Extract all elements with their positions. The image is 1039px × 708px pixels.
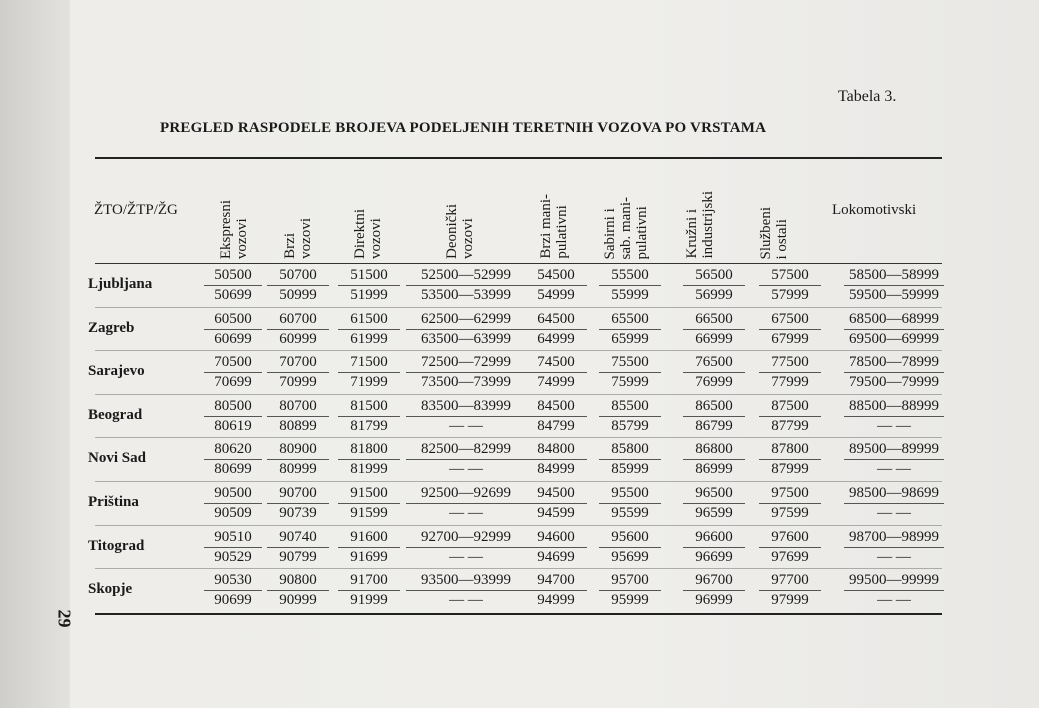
header-ekspresni: Ekspresni vozovi <box>218 199 250 259</box>
table-cell <box>844 397 944 436</box>
table-cell <box>406 528 526 567</box>
table-cell <box>599 440 661 479</box>
table-cell <box>406 440 526 479</box>
header-region: ŽTO/ŽTP/ŽG <box>94 202 178 218</box>
cell-start-value: 93500—93999 <box>406 571 526 591</box>
cell-start-value: 90800 <box>267 571 329 591</box>
cell-start-value: 97700 <box>759 571 821 591</box>
cell-start-value: 67500 <box>759 310 821 330</box>
cell-end-value: 70999 <box>279 374 317 391</box>
header-brzi: Brzi vozovi <box>282 218 314 259</box>
cell-end-value: 86799 <box>695 417 733 434</box>
cell-end-value: 55999 <box>611 287 649 303</box>
cell-start-value: 96600 <box>683 528 745 548</box>
cell-start-value: 71500 <box>338 353 400 373</box>
cell-start-value: 97500 <box>759 484 821 504</box>
table-cell <box>267 571 329 610</box>
row-separator <box>95 568 942 569</box>
cell-end-value: 65999 <box>611 330 649 347</box>
table-cell <box>204 310 262 349</box>
table-cell <box>338 571 400 610</box>
cell-end-value: — — <box>877 592 911 609</box>
table-cell <box>599 310 661 349</box>
cell-end-value: 53500—53999 <box>421 287 511 303</box>
page-gutter <box>0 0 70 708</box>
cell-start-value: 60500 <box>204 310 262 330</box>
cell-end-value: 59500—59999 <box>849 287 939 303</box>
table-cell <box>683 353 745 392</box>
cell-start-value: 87500 <box>759 397 821 417</box>
cell-end-value: 85999 <box>611 461 649 478</box>
table-cell <box>525 397 587 436</box>
cell-start-value: 81500 <box>338 397 400 417</box>
cell-start-value: 91600 <box>338 528 400 548</box>
header-rule <box>95 263 942 264</box>
table-cell <box>683 484 745 523</box>
table-cell <box>525 266 587 305</box>
cell-end-value: 87999 <box>771 461 809 478</box>
cell-end-value: 87799 <box>771 417 809 434</box>
cell-start-value: 60700 <box>267 310 329 330</box>
cell-start-value: 90530 <box>204 571 262 591</box>
table-cell <box>338 440 400 479</box>
row-city: Ljubljana <box>88 276 153 292</box>
table-cell <box>844 571 944 610</box>
row-separator <box>95 307 942 308</box>
cell-start-value: 99500—99999 <box>844 571 944 591</box>
cell-start-value: 97600 <box>759 528 821 548</box>
cell-start-value: 86500 <box>683 397 745 417</box>
header-deonicki: Deonički vozovi <box>444 204 476 259</box>
cell-start-value: 90740 <box>267 528 329 548</box>
cell-start-value: 84500 <box>525 397 587 417</box>
cell-start-value: 84800 <box>525 440 587 460</box>
cell-end-value: 91599 <box>350 505 388 521</box>
row-separator <box>95 394 942 395</box>
cell-start-value: 95600 <box>599 528 661 548</box>
table-cell <box>338 397 400 436</box>
cell-end-value: 96999 <box>695 592 733 609</box>
cell-start-value: 86800 <box>683 440 745 460</box>
cell-end-value: 97699 <box>771 548 809 565</box>
cell-end-value: 66999 <box>695 330 733 347</box>
cell-end-value: 57999 <box>771 287 809 303</box>
table-cell <box>759 571 821 610</box>
table-cell <box>525 440 587 479</box>
cell-start-value: 52500—52999 <box>406 266 526 286</box>
row-separator <box>95 525 942 526</box>
table-cell <box>525 353 587 392</box>
cell-start-value: 94500 <box>525 484 587 504</box>
cell-end-value: 50999 <box>279 287 317 303</box>
cell-start-value: 81800 <box>338 440 400 460</box>
table-cell <box>406 310 526 349</box>
table-cell <box>267 484 329 523</box>
table-bottom-rule <box>95 613 942 615</box>
cell-end-value: 69500—69999 <box>849 330 939 347</box>
cell-start-value: 94700 <box>525 571 587 591</box>
table-cell <box>204 397 262 436</box>
row-city: Skopje <box>88 581 133 598</box>
table-cell <box>338 484 400 523</box>
table-cell <box>599 266 661 305</box>
table-cell <box>759 528 821 567</box>
cell-start-value: 95700 <box>599 571 661 591</box>
cell-start-value: 90500 <box>204 484 262 504</box>
cell-end-value: 94599 <box>537 505 575 521</box>
cell-start-value: 90700 <box>267 484 329 504</box>
cell-start-value: 80700 <box>267 397 329 417</box>
cell-end-value: 80899 <box>279 417 317 434</box>
table-cell <box>525 528 587 567</box>
table-cell <box>338 310 400 349</box>
cell-end-value: 90529 <box>214 548 252 565</box>
table-cell <box>759 266 821 305</box>
cell-end-value: 80999 <box>279 461 317 478</box>
cell-start-value: 90510 <box>204 528 262 548</box>
table-cell <box>204 266 262 305</box>
table-cell <box>683 310 745 349</box>
table-cell <box>267 353 329 392</box>
cell-start-value: 91700 <box>338 571 400 591</box>
cell-end-value: 77999 <box>771 374 809 391</box>
cell-end-value: 61999 <box>350 330 388 347</box>
cell-end-value: 80619 <box>214 417 252 434</box>
cell-end-value: 74999 <box>537 374 575 391</box>
cell-start-value: 70700 <box>267 353 329 373</box>
cell-start-value: 80500 <box>204 397 262 417</box>
table-cell <box>267 440 329 479</box>
cell-start-value: 83500—83999 <box>406 397 526 417</box>
cell-end-value: 91999 <box>350 592 388 609</box>
table-cell <box>406 571 526 610</box>
cell-end-value: — — <box>877 548 911 565</box>
cell-end-value: 90699 <box>214 592 252 609</box>
row-separator <box>95 437 942 438</box>
table-cell <box>204 353 262 392</box>
table-cell <box>759 440 821 479</box>
cell-end-value: 60699 <box>214 330 252 347</box>
cell-end-value: 50699 <box>214 287 252 303</box>
header-sluzbeni: Službeni i ostali <box>758 206 790 259</box>
cell-end-value: — — <box>449 417 483 434</box>
cell-start-value: 76500 <box>683 353 745 373</box>
cell-start-value: 91500 <box>338 484 400 504</box>
table-cell <box>406 266 526 305</box>
cell-end-value: — — <box>877 505 911 521</box>
row-city: Novi Sad <box>88 450 146 467</box>
table-cell <box>683 528 745 567</box>
cell-start-value: 74500 <box>525 353 587 373</box>
table-cell <box>759 310 821 349</box>
table-cell <box>338 353 400 392</box>
table-cell <box>683 266 745 305</box>
table-cell <box>844 266 944 305</box>
cell-start-value: 92700—92999 <box>406 528 526 548</box>
row-separator <box>95 481 942 482</box>
cell-start-value: 95500 <box>599 484 661 504</box>
cell-start-value: 62500—62999 <box>406 310 526 330</box>
cell-start-value: 85500 <box>599 397 661 417</box>
cell-start-value: 75500 <box>599 353 661 373</box>
cell-end-value: 90999 <box>279 592 317 609</box>
table-cell <box>844 528 944 567</box>
cell-end-value: 80699 <box>214 461 252 478</box>
table-cell <box>267 310 329 349</box>
cell-end-value: 56999 <box>695 287 733 303</box>
cell-start-value: 61500 <box>338 310 400 330</box>
table-cell <box>525 484 587 523</box>
cell-end-value: 70699 <box>214 374 252 391</box>
cell-start-value: 57500 <box>759 266 821 286</box>
table-cell <box>844 353 944 392</box>
table-cell <box>204 528 262 567</box>
cell-start-value: 88500—88999 <box>844 397 944 417</box>
row-city: Sarajevo <box>88 363 145 380</box>
cell-start-value: 50500 <box>204 266 262 286</box>
table-cell <box>683 440 745 479</box>
cell-end-value: 79500—79999 <box>849 374 939 391</box>
cell-start-value: 77500 <box>759 353 821 373</box>
row-city: Zagreb <box>88 319 135 336</box>
cell-start-value: 80620 <box>204 440 262 460</box>
cell-end-value: 75999 <box>611 374 649 391</box>
table-cell <box>406 484 526 523</box>
cell-start-value: 98500—98699 <box>844 484 944 504</box>
cell-start-value: 70500 <box>204 353 262 373</box>
table-cell <box>844 484 944 523</box>
table-top-rule <box>95 157 942 159</box>
table-cell <box>599 528 661 567</box>
cell-end-value: 97599 <box>771 505 809 521</box>
cell-start-value: 89500—89999 <box>844 440 944 460</box>
cell-start-value: 82500—82999 <box>406 440 526 460</box>
cell-end-value: 51999 <box>350 287 388 303</box>
cell-end-value: — — <box>449 592 483 609</box>
cell-start-value: 87800 <box>759 440 821 460</box>
cell-start-value: 85800 <box>599 440 661 460</box>
cell-end-value: 96699 <box>695 548 733 565</box>
cell-end-value: 64999 <box>537 330 575 347</box>
cell-start-value: 51500 <box>338 266 400 286</box>
cell-end-value: — — <box>877 417 911 434</box>
header-direktni: Direktni vozovi <box>352 209 384 259</box>
row-city: Titograd <box>88 537 145 554</box>
cell-start-value: 54500 <box>525 266 587 286</box>
cell-end-value: 94699 <box>537 548 575 565</box>
row-city: Beograd <box>88 406 143 423</box>
cell-end-value: 96599 <box>695 505 733 521</box>
table-cell <box>338 266 400 305</box>
cell-start-value: 58500—58999 <box>844 266 944 286</box>
table-cell <box>599 571 661 610</box>
table-cell <box>267 266 329 305</box>
cell-start-value: 96500 <box>683 484 745 504</box>
header-kruzni: Kružni i industrijski <box>684 191 716 259</box>
header-lokomotivski: Lokomotivski <box>832 202 917 218</box>
cell-end-value: 86999 <box>695 461 733 478</box>
cell-start-value: 98700—98999 <box>844 528 944 548</box>
cell-start-value: 94600 <box>525 528 587 548</box>
table-cell <box>267 397 329 436</box>
table-cell <box>338 528 400 567</box>
cell-end-value: 81999 <box>350 461 388 478</box>
cell-end-value: 76999 <box>695 374 733 391</box>
header-sabirni: Sabirni i sab. mani- pulativni <box>602 196 650 259</box>
cell-start-value: 96700 <box>683 571 745 591</box>
cell-end-value: 95999 <box>611 592 649 609</box>
table-cell <box>844 310 944 349</box>
cell-end-value: 94999 <box>537 592 575 609</box>
cell-end-value: 85799 <box>611 417 649 434</box>
cell-end-value: 97999 <box>771 592 809 609</box>
cell-end-value: — — <box>449 461 483 478</box>
table-label: Tabela 3. <box>838 88 897 105</box>
table-cell <box>683 571 745 610</box>
table-cell <box>599 484 661 523</box>
table-cell <box>406 353 526 392</box>
cell-start-value: 92500—92699 <box>406 484 526 504</box>
cell-end-value: 95699 <box>611 548 649 565</box>
table-cell <box>267 528 329 567</box>
table-cell <box>759 484 821 523</box>
cell-end-value: — — <box>877 461 911 478</box>
cell-end-value: 67999 <box>771 330 809 347</box>
cell-end-value: 90739 <box>279 505 317 521</box>
table-cell <box>525 310 587 349</box>
cell-start-value: 78500—78999 <box>844 353 944 373</box>
table-cell <box>599 397 661 436</box>
cell-start-value: 56500 <box>683 266 745 286</box>
cell-end-value: — — <box>449 548 483 565</box>
table-cell <box>759 353 821 392</box>
cell-end-value: 90509 <box>214 505 252 521</box>
cell-start-value: 66500 <box>683 310 745 330</box>
cell-end-value: 95599 <box>611 505 649 521</box>
cell-start-value: 65500 <box>599 310 661 330</box>
row-separator <box>95 350 942 351</box>
cell-end-value: 81799 <box>350 417 388 434</box>
table-title: PREGLED RASPODELE BROJEVA PODELJENIH TERETNIH VOZOVA PO VRSTAMA <box>160 120 767 136</box>
cell-end-value: 63500—63999 <box>421 330 511 347</box>
table-cell <box>759 397 821 436</box>
table-cell <box>525 571 587 610</box>
table-cell <box>683 397 745 436</box>
cell-start-value: 68500—68999 <box>844 310 944 330</box>
table-cell <box>204 571 262 610</box>
cell-end-value: 71999 <box>350 374 388 391</box>
cell-start-value: 72500—72999 <box>406 353 526 373</box>
cell-start-value: 64500 <box>525 310 587 330</box>
row-city: Priština <box>88 494 139 510</box>
cell-start-value: 50700 <box>267 266 329 286</box>
cell-end-value: 73500—73999 <box>421 374 511 391</box>
header-brzi-manipulativni: Brzi mani- pulativni <box>538 194 570 259</box>
table-cell <box>406 397 526 436</box>
cell-end-value: 90799 <box>279 548 317 565</box>
cell-end-value: 91699 <box>350 548 388 565</box>
table-cell <box>844 440 944 479</box>
page-number: 29 <box>54 609 75 628</box>
cell-end-value: 84999 <box>537 461 575 478</box>
table-cell <box>204 440 262 479</box>
cell-end-value: 84799 <box>537 417 575 434</box>
table-cell <box>599 353 661 392</box>
cell-start-value: 80900 <box>267 440 329 460</box>
table-cell <box>204 484 262 523</box>
cell-start-value: 55500 <box>599 266 661 286</box>
cell-end-value: 54999 <box>537 287 575 303</box>
cell-end-value: 60999 <box>279 330 317 347</box>
cell-end-value: — — <box>449 505 483 521</box>
